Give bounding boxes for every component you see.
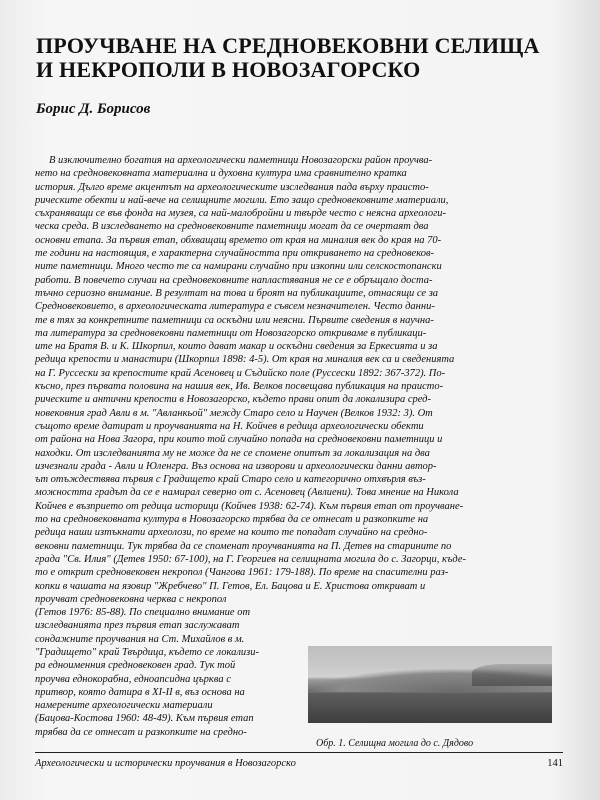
body-line: те в тях за конкретните паметници са оскъдни или неясни. Първите сведения в научна- bbox=[35, 314, 434, 326]
body-line: (Гетов 1976: 85-88). По специално внимание от bbox=[35, 607, 251, 619]
photo-ground-shape bbox=[308, 693, 552, 723]
running-title: Археологически и исторически проучвания в Новозагорско bbox=[35, 758, 296, 769]
body-line: ра едноименния средновековен град. Тук той bbox=[35, 660, 236, 672]
body-line: вековни паметници. Тук трябва да се споменат проучванията на П. Детев на старините по bbox=[35, 540, 452, 552]
body-line: изчезнали града - Авли и Юленгра. Въз основа на изворови и археологически данни автор- bbox=[35, 460, 437, 472]
body-line: Средновековието, в археологическата литература е съвсем незначителен. Често данни- bbox=[35, 301, 435, 313]
body-line: можността градът да се е намирал северно от с. Асеновец (Авлиени). Това мнение на Никола bbox=[35, 487, 459, 499]
article-title bbox=[36, 34, 556, 82]
body-line: същото време датират и проучванията на Н. Койчев в редица археологически обекти bbox=[35, 420, 424, 432]
body-line: то на средновековната култура в Новозагорско трябва да се отнесат и разкопките на bbox=[35, 514, 429, 526]
footer-divider bbox=[35, 752, 563, 753]
body-line: новековния град Авли в м. "Авланкьой" между Старо село и Научен (Велков 1932: 3). От bbox=[35, 407, 433, 419]
figure-caption: Обр. 1. Селищна могила до с. Дядово bbox=[316, 738, 474, 749]
body-line: работи. В повечето случаи на средновековните напластявания не се е обръщало доста- bbox=[35, 274, 433, 286]
body-line: рическите обекти и най-вече на селищните могили. Ето защо средновековните материали, bbox=[35, 194, 449, 206]
body-line: "Градището" край Твърдица, където се локализи- bbox=[35, 646, 260, 658]
body-line: основни етапа. За първия етап, обхващащ времето от края на миналия век до края на 70- bbox=[35, 234, 442, 246]
body-line: нето на средновековната материална и духовна култура има сравнително кратка bbox=[35, 168, 407, 180]
body-line: от района на Нова Загора, при които той случайно попада на средновековни паметници и bbox=[35, 434, 443, 446]
body-line: ческа среда. В изследването на средновековните паметници могат да се очертаят два bbox=[35, 221, 429, 233]
body-line: тъчно сериозно внимание. В резултат на това и броят на публикациите, отнасящи се за bbox=[35, 287, 439, 299]
body-line: града "Св. Илия" (Детев 1950: 67-100), на Г. Георгиев на селищната могила до с. Загорци, къде- bbox=[35, 553, 466, 565]
body-line: ните паметници. Много често те са намирани случайно при изкопни или селскостопански bbox=[35, 261, 442, 273]
body-line: Койчев е възприето от редица историци (Койчев 1938: 62-74). Към първия етап от проучване- bbox=[35, 500, 464, 512]
body-line: трябва да се отнесат и разкопките на средно- bbox=[35, 726, 247, 738]
body-line: та литература за средновековни паметници от Новозагорско откриваме в публикаци- bbox=[35, 327, 427, 339]
body-line: проучват средновековна черква с некропол bbox=[35, 593, 227, 605]
body-line: (Бацова-Костова 1960: 48-49). Към първия етап bbox=[35, 713, 254, 725]
body-line: съхраняващи се във фонда на музея, са най-малобройни и твърде често с неясна археологи- bbox=[35, 208, 446, 220]
body-line: В изключително богатия на археологически паметници Новозагорски район проучва- bbox=[49, 155, 433, 166]
body-line: те години на настоящия, е характерна случайността при откриването на средновеков- bbox=[35, 248, 435, 260]
settlement-mound-photo bbox=[308, 646, 552, 723]
body-line: история. Дълго време акцентът на археологическите изследвания пада върху праисто- bbox=[35, 181, 429, 193]
photo-trees-shape bbox=[472, 664, 552, 686]
body-line: намерените археологически материали bbox=[35, 700, 213, 712]
body-line: сондажните проучвания на Ст. Михайлов в м. bbox=[35, 633, 245, 645]
body-line: рическите и антични крепости в Новозагорско, където прави опит да локализира сред- bbox=[35, 394, 431, 406]
article-title-line: И НЕКРОПОЛИ В НОВОЗАГОРСКО bbox=[36, 57, 421, 82]
body-line: късно, през първата половина на нашия век, Ив. Велков посвещава публикация на праисто- bbox=[35, 381, 444, 393]
body-line: проучва еднокорабна, едноапсидна църква с bbox=[35, 673, 231, 685]
body-line: находки. От изследванията му не може да не се спомене опитът за локализация на два bbox=[35, 447, 430, 459]
body-line: копки в чашата на язовир "Жребчево" П. Гетов, Ел. Бацова и Е. Христова откриват и bbox=[35, 580, 426, 592]
author-name: Борис Д. Борисов bbox=[36, 101, 151, 117]
page-number: 141 bbox=[547, 758, 563, 769]
body-line: редица крепости и манастири (Шкорпил 1898: 4-5). От края на миналия век са и сведенията bbox=[35, 354, 455, 366]
body-line: то е открит средновековен некропол (Чангова 1961: 179-188). По време на спасителни раз- bbox=[35, 567, 449, 579]
body-line: притвор, която датира в XI-II в, въз основа на bbox=[35, 686, 245, 698]
body-line: изследванията през първия етап заслужават bbox=[35, 620, 240, 632]
body-line: ите на Братя В. и К. Шкорпил, които дават макар и оскъдни сведения за Еркесията и за bbox=[35, 341, 438, 353]
body-line: на Г. Руссески за крепостите край Асеновец и Съдийско поле (Руссески 1892: 367-372). По- bbox=[35, 367, 446, 379]
body-line: редица наши изтъкнати археолози, по време на които те попадат случайно на средно- bbox=[35, 527, 428, 539]
body-line: ът отъждествява първия с Градището край Старо село и категорично отхвърля въз- bbox=[35, 474, 426, 486]
article-title-line: ПРОУЧВАНЕ НА СРЕДНОВЕКОВНИ СЕЛИЩА bbox=[36, 33, 540, 58]
